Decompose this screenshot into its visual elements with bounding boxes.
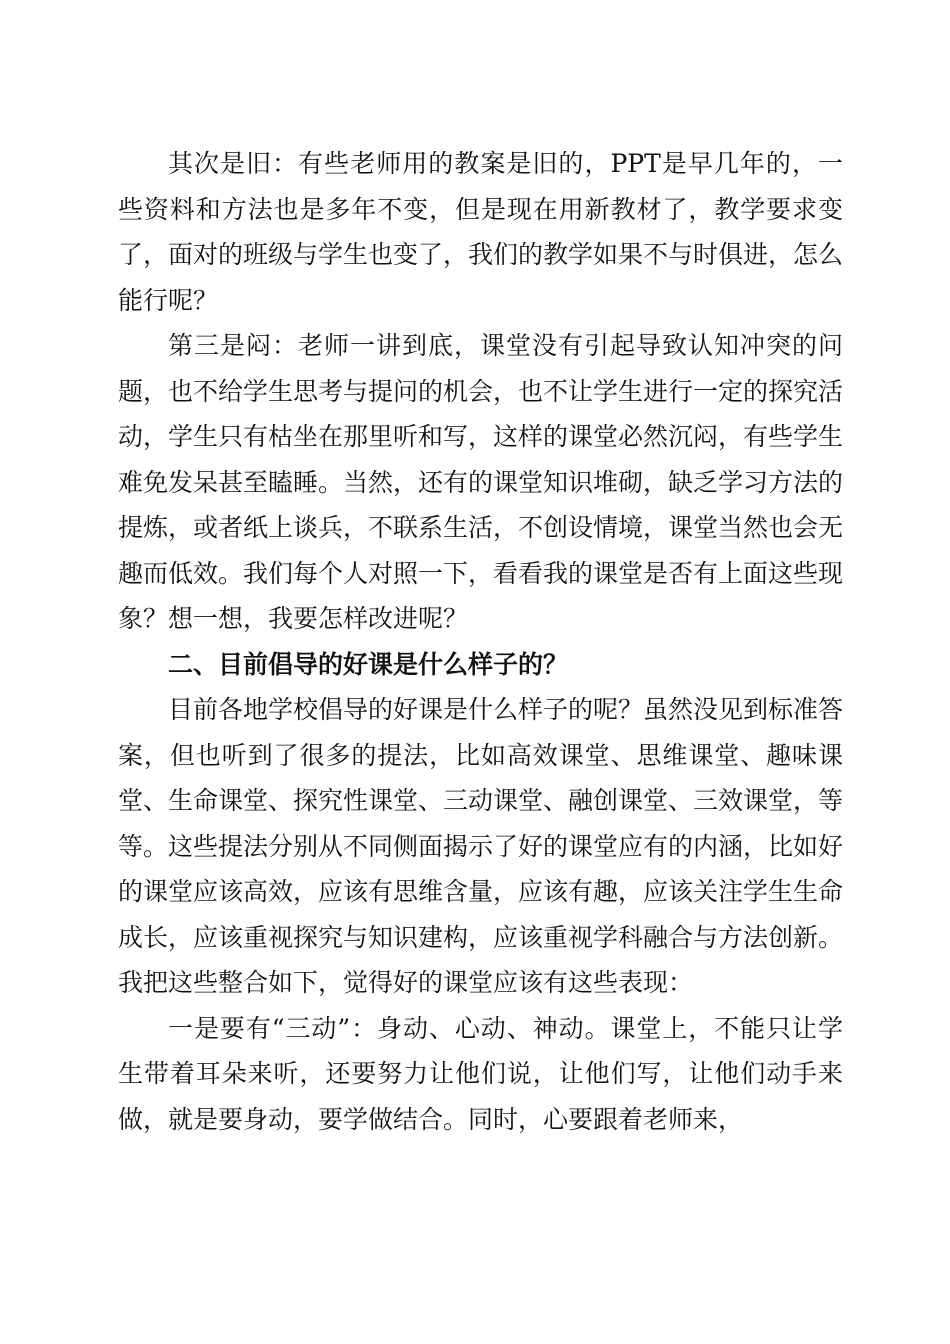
paragraph-dull-classroom: 第三是闷：老师一讲到底，课堂没有引起导致认知冲突的问题，也不给学生思考与提问的机会，也不让学生进行一定的探究活动，学生只有枯坐在那里听和写，这样的课堂必然沉闷，有些学生难免发呆甚至瞌睡。当然，还有的课堂知识堆砌，缺乏学习方法的提炼，或者纸上谈兵，不联系生活，不创设情境，课堂当然也会无趣而低效。我们每个人对照一下，看看我的课堂是否有上面这些现象？想一想，我要怎样改进呢？	[118, 331, 844, 633]
paragraph-old-methods: 其次是旧：有些老师用的教案是旧的，PPT是早几年的，一些资料和方法也是多年不变，但是现在用新教材了，教学要求变了，面对的班级与学生也变了，我们的教学如果不与时俱进，怎么能行呢？	[118, 149, 844, 315]
document-body	[118, 141, 843, 1142]
paragraph-three-movements: 一是要有“三动”：身动、心动、神动。课堂上，不能只让学生带着耳朵来听，还要努力让他们说，让他们写，让他们动手来做，就是要身动，要学做结合。同时，心要跟着老师来，	[118, 1013, 843, 1134]
paragraph-good-lessons: 目前各地学校倡导的好课是什么样子的呢？虽然没见到标准答案，但也听到了很多的提法，比如高效课堂、思维课堂、趣味课堂、生命课堂、探究性课堂、三动课堂、融创课堂、三效课堂，等等。这些提法分别从不同侧面揭示了好的课堂应有的内涵，比如好的课堂应该高效，应该有思维含量，应该有趣，应该关注学生生命成长，应该重视探究与知识建构，应该重视学科融合与方法创新。我把这些整合如下，觉得好的课堂应该有这些表现：	[118, 695, 844, 997]
section-heading: 二、目前倡导的好课是什么样子的？	[168, 649, 569, 679]
